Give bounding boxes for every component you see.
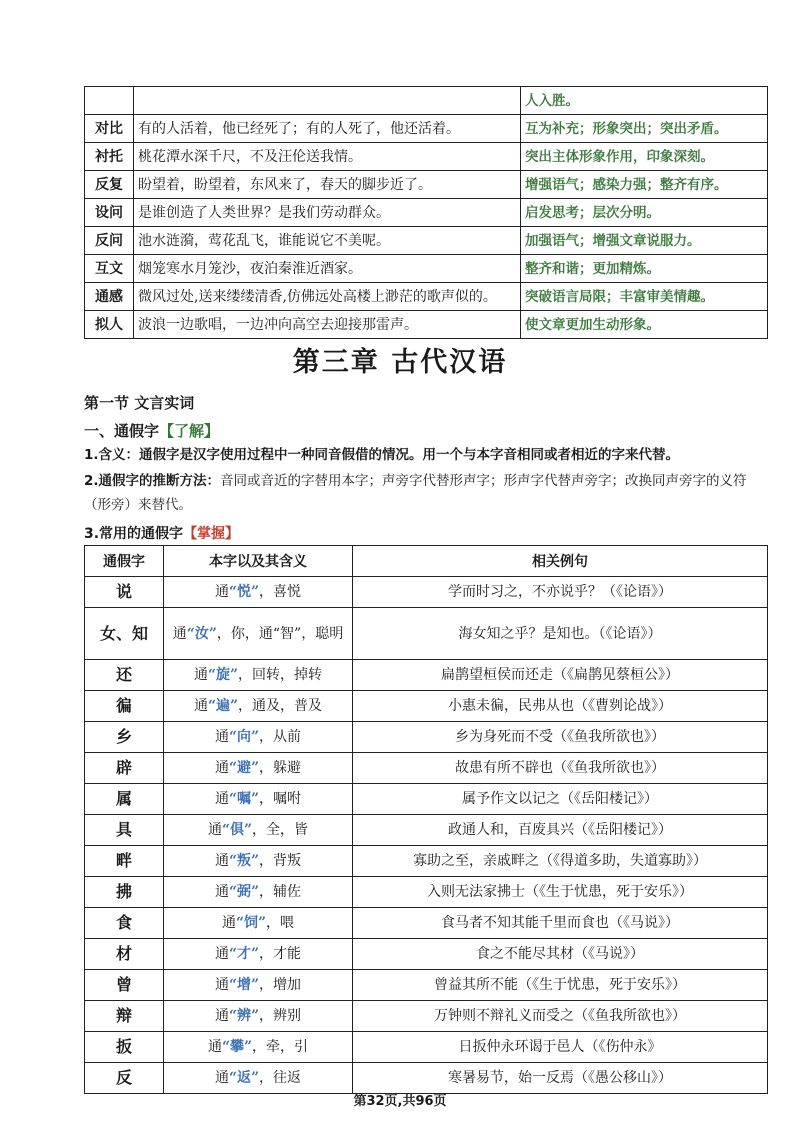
meaning-text: ，从前 (259, 729, 302, 745)
example-sentence: 学而时习之，不亦说乎？（《论语》） (353, 577, 768, 608)
original-char: “才” (228, 946, 260, 962)
rhetoric-effect: 突出主体形象作用，印象深刻。 (521, 143, 768, 171)
example-sentence: 曾益其所不能（《生于忧患，死于安乐》） (353, 970, 768, 1001)
rhetoric-name: 衬托 (85, 143, 134, 171)
tongjiazi-char: 反 (85, 1063, 164, 1094)
original-char-meaning (164, 970, 353, 1001)
point-1-text: 通假字是汉字使用过程中一种同音假借的情况。用一个与本字音相同或者相近的字来代替。 (139, 447, 680, 463)
rhetoric-table (84, 86, 768, 339)
table-row (85, 199, 768, 227)
example-sentence: 海女知之乎？是知也。（《论语》） (353, 608, 768, 660)
original-char: “弼” (228, 884, 260, 900)
meaning-text: ，你，通“智”，聪明 (216, 625, 344, 642)
original-char-meaning (164, 1032, 353, 1063)
table-row (85, 846, 768, 877)
original-char-meaning (164, 1063, 353, 1094)
original-char: “避” (228, 760, 260, 776)
point-3-label: 3.常用的通假字 (84, 526, 184, 542)
original-char: “嘱” (228, 791, 260, 807)
meaning-prefix: 通 (214, 946, 229, 962)
meaning-text: ，通及，普及 (238, 698, 323, 714)
example-sentence: 小惠未徧，民弗从也（《曹刿论战》） (353, 691, 768, 722)
table-row (85, 1063, 768, 1094)
table-row (85, 1001, 768, 1032)
tongjiazi-char: 还 (85, 660, 164, 691)
table-row (85, 171, 768, 199)
example-sentence: 食之不能尽其材（《马说》） (353, 939, 768, 970)
table-row (85, 877, 768, 908)
rhetoric-table-body (85, 87, 768, 339)
tongjiazi-char: 女、知 (85, 608, 164, 660)
meaning-prefix: 通 (214, 977, 229, 993)
tongjiazi-char: 曾 (85, 970, 164, 1001)
rhetoric-name (85, 87, 134, 115)
meaning-text: ，往返 (259, 1070, 302, 1086)
original-char: “汝” (186, 625, 217, 642)
example-sentence: 入则无法家拂士（《生于忧患，死于安乐》） (353, 877, 768, 908)
rhetoric-effect: 互为补充；形象突出；突出矛盾。 (521, 115, 768, 143)
table-row (85, 660, 768, 691)
meaning-text: ，回转，掉转 (238, 667, 323, 683)
meaning-text: ，喜悦 (259, 584, 302, 600)
example-sentence: 寒暑易节，始一反焉（《愚公移山》） (353, 1063, 768, 1094)
rhetoric-name: 对比 (85, 115, 134, 143)
tongjiazi-char: 辟 (85, 753, 164, 784)
example-sentence: 故患有所不辟也（《鱼我所欲也》） (353, 753, 768, 784)
original-char-meaning (164, 784, 353, 815)
chapter-title: 第三章 古代汉语 (292, 347, 508, 378)
table-row (85, 939, 768, 970)
rhetoric-effect: 加强语气；增强文章说服力。 (521, 227, 768, 255)
table-row (85, 87, 768, 115)
table-row (85, 115, 768, 143)
example-sentence: 乡为身死而不受（《鱼我所欲也》） (353, 722, 768, 753)
rhetoric-name: 反复 (85, 171, 134, 199)
rhetoric-example (134, 87, 521, 115)
original-char-meaning (164, 608, 353, 660)
rhetoric-example: 是谁创造了人类世界？是我们劳动群众。 (134, 199, 521, 227)
meaning-prefix: 通 (193, 698, 208, 714)
meaning-prefix: 通 (221, 915, 236, 931)
rhetoric-effect: 突破语言局限；丰富审美情趣。 (521, 283, 768, 311)
tongjiazi-char: 扳 (85, 1032, 164, 1063)
page-footer: 第32页,共96页 (353, 1094, 447, 1109)
original-char-meaning (164, 846, 353, 877)
rhetoric-effect: 整齐和谐；更加精炼。 (521, 255, 768, 283)
tongjiazi-table (84, 545, 768, 1094)
table-row (85, 722, 768, 753)
tongjiazi-char: 材 (85, 939, 164, 970)
point-1-label: 1.含义： (84, 447, 140, 463)
header-char: 通假字 (85, 546, 164, 577)
original-char-meaning (164, 1001, 353, 1032)
rhetoric-name: 通感 (85, 283, 134, 311)
original-char: “悦” (228, 584, 260, 600)
point-2-text: 音同或音近的字替用本字；声旁字代替形声字；形声字代替声旁字；改换同声旁字的义符 (220, 473, 747, 489)
table-row (85, 143, 768, 171)
tongjiazi-char: 徧 (85, 691, 164, 722)
rhetoric-name: 设问 (85, 199, 134, 227)
meaning-text: ，全，皆 (252, 822, 309, 838)
subsection-title (84, 420, 219, 441)
rhetoric-name: 反问 (85, 227, 134, 255)
rhetoric-name: 拟人 (85, 311, 134, 339)
point-2-label: 2.通假字的推断方法： (84, 473, 221, 489)
section-title: 第一节 文言实词 (84, 394, 195, 412)
point-2 (84, 469, 774, 493)
rhetoric-example: 有的人活着，他已经死了；有的人死了，他还活着。 (134, 115, 521, 143)
table-row (85, 970, 768, 1001)
example-sentence: 万钟则不辩礼义而受之（《鱼我所欲也》） (353, 1001, 768, 1032)
table-row (85, 784, 768, 815)
table-row (85, 283, 768, 311)
original-char-meaning (164, 722, 353, 753)
point-3-tag: 【掌握】 (183, 526, 240, 542)
original-char-meaning (164, 660, 353, 691)
original-char-meaning (164, 753, 353, 784)
rhetoric-example: 桃花潭水深千尺，不及汪伦送我情。 (134, 143, 521, 171)
tongjiazi-table-body (85, 577, 768, 1094)
example-sentence: 寡助之至，亲戚畔之（《得道多助，失道寡助》） (353, 846, 768, 877)
tongjiazi-char: 拂 (85, 877, 164, 908)
tongjiazi-char: 辩 (85, 1001, 164, 1032)
meaning-prefix: 通 (207, 1039, 222, 1055)
meaning-prefix: 通 (172, 625, 187, 642)
rhetoric-name: 互文 (85, 255, 134, 283)
tongjiazi-char: 说 (85, 577, 164, 608)
header-meaning: 本字以及其含义 (164, 546, 353, 577)
meaning-prefix: 通 (214, 1070, 229, 1086)
meaning-text: ，牵，引 (252, 1039, 309, 1055)
point-2-text-cont: （形旁）来替代。 (84, 497, 192, 513)
meaning-prefix: 通 (214, 884, 229, 900)
point-3 (84, 523, 239, 543)
table-row (85, 908, 768, 939)
meaning-text: ，增加 (259, 977, 302, 993)
original-char-meaning (164, 691, 353, 722)
original-char-meaning (164, 939, 353, 970)
meaning-text: ，辨别 (259, 1008, 302, 1024)
table-row (85, 255, 768, 283)
meaning-text: ，辅佐 (259, 884, 302, 900)
rhetoric-example: 盼望着，盼望着，东风来了，春天的脚步近了。 (134, 171, 521, 199)
meaning-prefix: 通 (214, 791, 229, 807)
original-char: “旋” (207, 667, 239, 683)
meaning-prefix: 通 (193, 667, 208, 683)
meaning-prefix: 通 (214, 1008, 229, 1024)
table-row (85, 815, 768, 846)
original-char-meaning (164, 908, 353, 939)
table-row (85, 577, 768, 608)
example-sentence: 扁鹊望桓侯而还走（《扁鹊见蔡桓公》） (353, 660, 768, 691)
header-example: 相关例句 (353, 546, 768, 577)
original-char-meaning (164, 577, 353, 608)
meaning-text: ，才能 (259, 946, 302, 962)
original-char: “向” (228, 729, 260, 745)
meaning-prefix: 通 (214, 760, 229, 776)
original-char: “饲” (235, 915, 267, 931)
original-char: “增” (228, 977, 260, 993)
rhetoric-example: 烟笼寒水月笼沙，夜泊秦淮近酒家。 (134, 255, 521, 283)
subsection-label: 一、通假字 (84, 422, 160, 440)
original-char-meaning (164, 815, 353, 846)
table-row (85, 227, 768, 255)
example-sentence: 日扳仲永环谒于邑人（《伤仲永》 (353, 1032, 768, 1063)
table-row (85, 311, 768, 339)
meaning-text: ，嘱咐 (259, 791, 302, 807)
original-char: “遍” (207, 698, 239, 714)
original-char-meaning (164, 877, 353, 908)
rhetoric-example: 微风过处,送来缕缕清香,仿佛远处高楼上渺茫的歌声似的。 (134, 283, 521, 311)
table-row (85, 608, 768, 660)
meaning-prefix: 通 (207, 822, 222, 838)
point-1 (84, 443, 774, 467)
tongjiazi-char: 乡 (85, 722, 164, 753)
rhetoric-example: 池水涟漪，莺花乱飞，谁能说它不美呢。 (134, 227, 521, 255)
rhetoric-effect: 人入胜。 (521, 87, 768, 115)
rhetoric-effect: 增强语气；感染力强；整齐有序。 (521, 171, 768, 199)
tongjiazi-char: 食 (85, 908, 164, 939)
example-sentence: 属予作文以记之（《岳阳楼记》） (353, 784, 768, 815)
subsection-tag: 【了解】 (159, 422, 220, 440)
rhetoric-effect: 启发思考；层次分明。 (521, 199, 768, 227)
table-row (85, 753, 768, 784)
table-row (85, 1032, 768, 1063)
meaning-prefix: 通 (214, 853, 229, 869)
table-row (85, 691, 768, 722)
original-char: “辨” (228, 1008, 260, 1024)
rhetoric-effect: 使文章更加生动形象。 (521, 311, 768, 339)
meaning-text: ，躲避 (259, 760, 302, 776)
example-sentence: 政通人和，百废具兴（《岳阳楼记》） (353, 815, 768, 846)
table-header-row (85, 546, 768, 577)
tongjiazi-char: 畔 (85, 846, 164, 877)
original-char: “攀” (221, 1039, 253, 1055)
original-char: “俱” (221, 822, 253, 838)
meaning-text: ，背叛 (259, 853, 302, 869)
original-char: “返” (228, 1070, 260, 1086)
tongjiazi-char: 属 (85, 784, 164, 815)
meaning-text: ，喂 (266, 915, 295, 931)
meaning-prefix: 通 (214, 729, 229, 745)
tongjiazi-char: 具 (85, 815, 164, 846)
example-sentence: 食马者不知其能千里而食也（《马说》） (353, 908, 768, 939)
rhetoric-example: 波浪一边歌唱，一边冲向高空去迎接那雷声。 (134, 311, 521, 339)
meaning-prefix: 通 (214, 584, 229, 600)
original-char: “叛” (228, 853, 260, 869)
